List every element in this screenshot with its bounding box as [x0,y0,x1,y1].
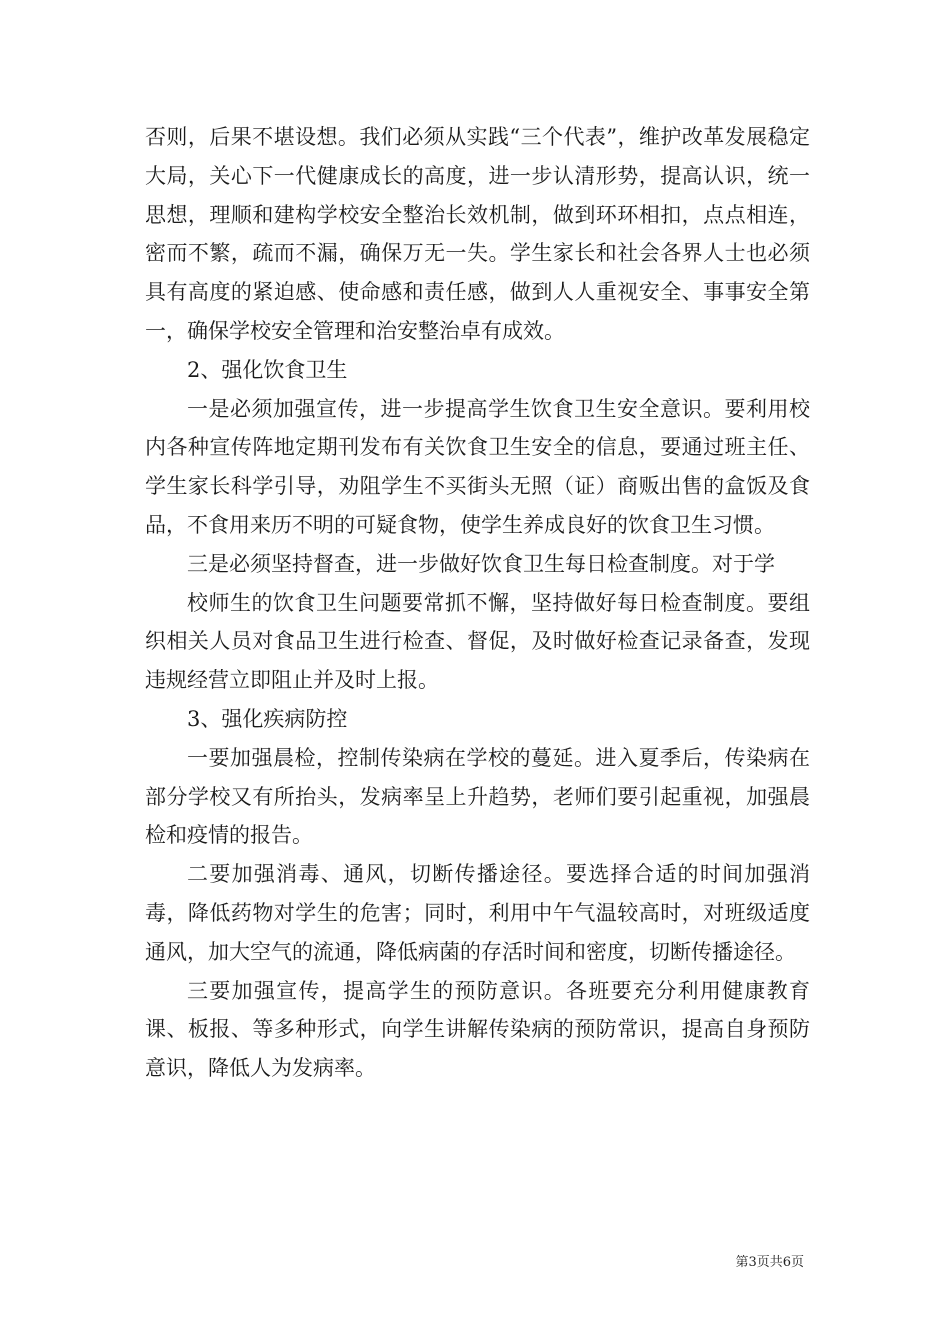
paragraph-7: 一要加强晨检，控制传染病在学校的蔓延。进入夏季后，传染病在部分学校又有所抬头，发病率呈上升趋势，老师们要引起重视，加强晨检和疫情的报告。 [145,745,810,848]
paragraph-8: 二要加强消毒、通风，切断传播途径。要选择合适的时间加强消毒，降低药物对学生的危害；同时，利用中午气温较高时，对班级适度通风，加大空气的流通，降低病菌的存活时间和密度，切断传播途径。 [145,862,810,964]
paragraph-1: 否则，后果不堪设想。我们必须从实践“三个代表”，维护改革发展稳定大局，关心下一代健康成长的高度，进一步认清形势，提高认识，统一思想，理顺和建构学校安全整治长效机制，做到环环相扣，点点相连，密而不繁，疏而不漏，确保万无一失。学生家长和社会各界人士也必须具有高度的紧迫感、使命感和责任感，做到人人重视安全、事事安全第一，确保学校安全管理和治安整治卓有成效。 [145,125,810,343]
paragraph-3: 一是必须加强宣传，进一步提高学生饮食卫生安全意识。要利用校内各种宣传阵地定期刊发布有关饮食卫生安全的信息，要通过班主任、学生家长科学引导，劝阻学生不买街头无照（证）商贩出售的盒饭及食品，不食用来历不明的可疑食物，使学生养成良好的饮食卫生习惯。 [145,396,810,537]
paragraph-4: 三是必须坚持督查，进一步做好饮食卫生每日检查制度。对于学 [187,551,775,576]
section-heading-diet-hygiene: 2、强化饮食卫生 [187,357,348,382]
section-heading-disease-control: 3、强化疾病防控 [187,706,348,731]
document-body [145,118,810,1088]
paragraph-9: 三要加强宣传，提高学生的预防意识。各班要充分利用健康教育课、板报、等多种形式，向学生讲解传染病的预防常识，提高自身预防意识，降低人为发病率。 [145,978,810,1081]
paragraph-5: 校师生的饮食卫生问题要常抓不懈，坚持做好每日检查制度。要组织相关人员对食品卫生进行检查、督促，及时做好检查记录备查，发现违规经营立即阻止并及时上报。 [145,590,810,693]
page-number: 第3页共6页 [735,1255,804,1270]
